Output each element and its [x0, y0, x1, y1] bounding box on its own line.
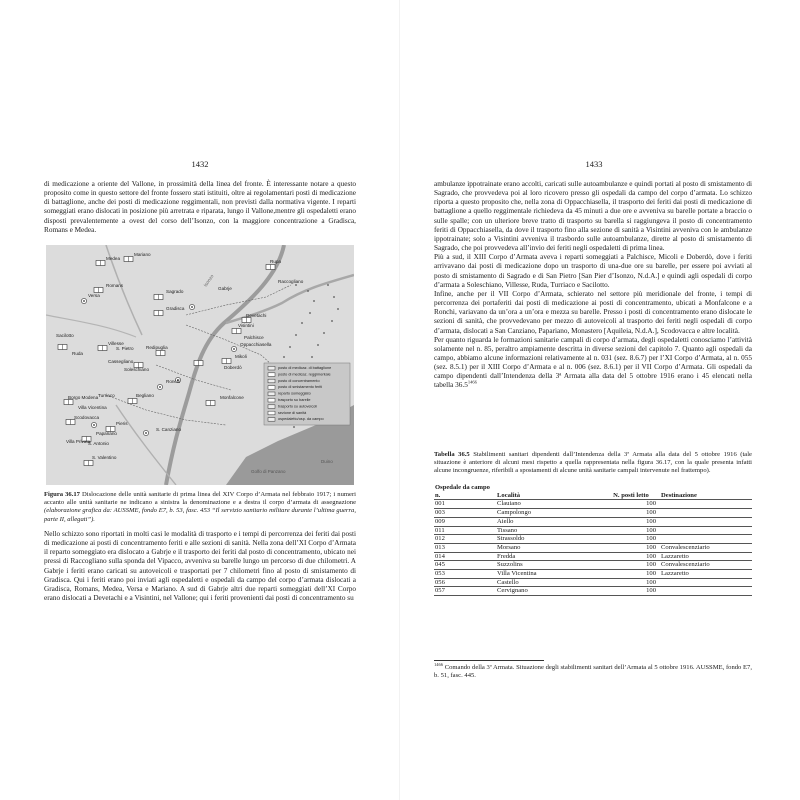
cell-destination [660, 509, 752, 518]
legend-entry: posto di medicaz. di battaglione [278, 366, 332, 370]
cell-number: 045 [434, 561, 496, 570]
place-label: Gradisca [166, 306, 185, 311]
place-label: S. Antonio [88, 441, 109, 446]
unit-marker [64, 400, 73, 405]
cell-beds: 100 [602, 552, 660, 561]
unit-marker [222, 359, 231, 364]
table-row [434, 509, 752, 518]
text-block [434, 180, 752, 391]
unit-marker [194, 361, 203, 366]
front-dot [331, 320, 333, 322]
col-header-location: Località [497, 491, 521, 499]
table-caption-label: Tabella 36.5 [434, 451, 470, 458]
unit-marker [154, 311, 163, 316]
unit-marker [96, 261, 105, 266]
footnote-number: 1466 [434, 661, 443, 667]
unit-marker [91, 422, 96, 427]
unit-marker [98, 346, 107, 351]
place-label: Turriaco [98, 393, 115, 398]
figure-caption [44, 491, 356, 524]
cell-location: Strassoldo [496, 535, 602, 544]
place-label: Papariano [96, 431, 117, 436]
place-label: Pieris [116, 421, 128, 426]
legend-symbol [268, 386, 275, 390]
unit-marker [154, 295, 163, 300]
table-row [434, 561, 752, 570]
paragraph-text: ambulanze ippotrainate erano accolti, caricati sulle autoambulanze e quindi portati al posto di smistamento di Sagrado, che provvedeva poi al loro ricovero presso gli ospedali da campo del corpo d’armata. Lo schizzo riporta a questo proposito che, nella zona di Oppacchiasella, il trasporto dei feriti dai posti di medicazione di battaglione a quello reggimentale richiedeva da 45 minuti a due ore e avveniva su barelle portate a braccio o sulle spalle; con un ulteriore breve tratto di trasporto su barella si raggiungeva il posto di concentramento feriti di Oppacchiasella, da dove il trasporto fino alla sezione di sanità a Visintini avveniva con le ambulanze ippotrainate; solo a Visintini avveniva il trasbordo sulle autoambulanze, dirette al posto di smistamento di Sagrado, che poi provvedeva all’invio dei feriti negli ospedaletti di prima linea. [434, 180, 752, 253]
unit-marker [84, 461, 93, 466]
hospital-table [434, 484, 752, 596]
legend-entry: sezione di sanità [278, 410, 307, 415]
table-row [434, 535, 752, 544]
legend-entry: posto di medicaz. reggimentale [278, 372, 331, 377]
front-dot [313, 300, 315, 302]
table-caption [434, 451, 752, 476]
place-label: Oppacchiasella [240, 342, 272, 347]
cell-location: Morsano [496, 543, 602, 552]
unit-markers [58, 257, 275, 466]
col-header-beds: N. posti letto [613, 491, 649, 499]
page-number: 1432 [191, 159, 209, 169]
cell-destination: Convalescenziario [660, 561, 752, 570]
place-label: Borgo Modena [68, 395, 99, 400]
col-header-destination: Destinazione [661, 491, 697, 499]
figure-map [46, 245, 354, 485]
unit-marker [206, 401, 215, 406]
legend-entry: reparto someggiato [278, 391, 311, 396]
paragraph-text: Più a sud, il XIII Corpo d’Armata aveva i reparti someggiati a Palchisce, Micoli e Doberdò, dove i feriti arrivavano dai posti di medicazione dopo un trasporto di una-due ore su barelle, per essere poi avviati al posto di smistamento di Sagrado e di San Pietro [San Pier d’Isonzo, N.d.A.] e quindi agli ospedali di corpo d’armata a Soleschiano, Villesse, Ruda, Turriaco e Sacilotto. [434, 253, 752, 289]
place-label: Sacilotto [56, 333, 74, 338]
table-header-row [434, 484, 752, 500]
paragraph-text: Nello schizzo sono riportati in molti casi le modalità di trasporto e i tempi di percorrenza dei feriti dai posti di medicazione ai posti di concentramento feriti e alle sezioni di sanità. Nella zona dell’XI Corpo d’Armata il reparto someggiato era dislocato a Gabrje e il trasporto dei feriti dal posto di concentramento, ubicato nei pressi di Raccogliano sulla sponda del Vipacco, avveniva su barelle lungo un percorso di due chilometri. A Gabrje i feriti erano caricati su autoveicoli e trasportati per 7 chilometri fino al posto di smistamento di Gradisca. Qui i feriti erano poi inviati agli ospedaletti e ospedali da campo del corpo d’armata dislocati a Gradisca, Romans, Medea, Versa e Mariano. A sud di Gabrje altri due reparti someggiati dell’XI Corpo erano dislocati a Devetachi e a Visintini, nel Vallone; qui i feriti provenienti dai posti di concentramento su [44, 530, 356, 603]
front-dot [309, 312, 311, 314]
table-body [434, 500, 752, 596]
cell-location: Tissano [496, 526, 602, 535]
table-caption-text: Stabilimenti sanitari dipendenti dall’Intendenza della 3ª Armata alla data del 5 ottobre 1916 (tale situazione è anteriore di alcuni mesi rispetto a quella rappresentata nella figura 36.17, con la quale presenta infatti alcune incongruenze, riferibili a spostamenti di alcune unità sanitarie campali intervenute nel frattempo). [434, 451, 752, 475]
caption-source: (elaborazione grafica da: AUSSME, fondo E7, b. 53, fasc. 453 “Il servizio sanitario militare durante l’ultima guerra, parte II, allegati”). [44, 507, 356, 523]
unit-marker [242, 318, 251, 323]
paragraph-body: Per quanto riguarda le formazioni sanitarie campali di corpo d’armata, degli ospedaletti conosciamo l’attività solamente nel n. 85, peraltro ampiamente descritta in diverse sezioni del capitolo 7. Quanto agli ospedali da campo, abbiamo alcune informazioni relativamente al n. 031 (sez. 8.6.7) per l’XI Corpo d’Armata, al n. 055 (sez. 8.5.1) per il XIII Corpo d’Armata e al n. 006 (sez. 8.6.1) per il VII Corpo d’Armata. Gli ospedali da campo dipendenti dall’Intendenza della 3ª Armata alla data del 5 ottobre 1916 erano i 45 elencati nella tabella 36.5 [434, 335, 752, 390]
cell-location: Suzzolins [496, 561, 602, 570]
cell-beds: 100 [602, 543, 660, 552]
place-label: Versa [88, 293, 100, 298]
cell-beds: 100 [602, 500, 660, 509]
cell-location: Campolongo [496, 509, 602, 518]
table-row [434, 517, 752, 526]
right-page [400, 0, 800, 800]
place-label: Mariano [134, 252, 151, 257]
cell-number: 012 [434, 535, 496, 544]
legend-symbol [268, 411, 275, 415]
cell-number: 001 [434, 500, 496, 509]
place-label: Redipuglia [146, 345, 168, 350]
place-label: S. Pietro [116, 346, 134, 351]
front-dot [317, 344, 319, 346]
legend-entry: posto di smistamento feriti [278, 385, 323, 390]
cell-location: Castello [496, 578, 602, 587]
place-label: Villa Vicentina [78, 405, 107, 410]
paragraph [44, 180, 356, 235]
cell-destination: Convalescenziario [660, 543, 752, 552]
footnote-rule [434, 660, 544, 661]
legend-entry: ospedaletto/osp. da campo [278, 417, 324, 422]
place-label: Palchisce [244, 335, 264, 340]
unit-marker [81, 298, 86, 303]
place-label: Villesse [108, 341, 124, 346]
cell-beds: 100 [602, 526, 660, 535]
cell-number: 053 [434, 570, 496, 579]
place-label: Ruda [72, 351, 83, 356]
unit-marker [157, 384, 162, 389]
cell-beds: 100 [602, 570, 660, 579]
cell-destination [660, 526, 752, 535]
unit-marker [143, 430, 148, 435]
place-label: Medea [106, 256, 121, 261]
place-label: Visintini [238, 323, 254, 328]
legend-symbol [268, 398, 275, 402]
front-dot [283, 356, 285, 358]
place-label: Rupa [270, 259, 281, 264]
table-row [434, 526, 752, 535]
cell-destination [660, 578, 752, 587]
place-label: Scodovacca [74, 415, 100, 420]
page-number: 1433 [585, 159, 603, 169]
place-label: S. Valentino [92, 455, 117, 460]
caption-text: Dislocazione delle unità sanitarie di prima linea del XIV Corpo d’Armata nel febbraio 1917; i numeri accanto alle unità sanitarie ne indicano a sinistra la denominazione e a destra il corpo d’armata di assegnazione [44, 491, 356, 507]
front-dot [337, 308, 339, 310]
cell-location: Aiello [496, 517, 602, 526]
stream-line [116, 405, 176, 485]
place-label: Raccogliano [278, 279, 304, 284]
legend-entry: trasporto su barelle [278, 398, 311, 402]
cell-number: 057 [434, 587, 496, 596]
cell-beds: 100 [602, 509, 660, 518]
cell-destination [660, 517, 752, 526]
unit-marker [189, 304, 194, 309]
cell-destination [660, 500, 752, 509]
paragraph-text: Infine, anche per il VII Corpo d’Armata, schierato nel settore più meridionale del fronte, i tempi di percorrenza dei portaferiti dai posti di medicazione ai posti di concentramento, ubicati a Monfalcone e a Ronchi, variavano da un’ora a un’ora e mezza su barelle. Presso i posti di concentramento erano dislocate le sezioni di sanità, che provvedevano per mezzo di autoveicoli al trasporto dei feriti negli ospedali di corpo d’armata, dislocati a San Canziano, Papariano, Monastero [Aquileia, N.d.A.], Scodovacca e altre località. [434, 289, 752, 335]
legend-symbol [268, 405, 275, 409]
table-row [434, 587, 752, 596]
cell-destination: Lazzaretto [660, 570, 752, 579]
place-label: Mikoli [235, 354, 247, 359]
unit-marker [156, 351, 165, 356]
cell-beds: 100 [602, 535, 660, 544]
place-label: Isonzo [202, 273, 215, 288]
place-label: Villa Privata [66, 439, 91, 444]
front-dot [307, 290, 309, 292]
place-label: Begliano [136, 393, 154, 398]
legend-entry: posto di concentramento [278, 378, 320, 383]
table-row [434, 570, 752, 579]
cell-beds: 100 [602, 561, 660, 570]
front-dot [323, 332, 325, 334]
cell-destination [660, 587, 752, 596]
caption-label: Figura 36.17 [44, 491, 80, 498]
place-label: Doberdò [224, 365, 242, 370]
place-label: Gabrje [218, 286, 232, 291]
cell-destination [660, 535, 752, 544]
map-svg [46, 245, 354, 485]
cell-location: Clauiano [496, 500, 602, 509]
unit-marker [94, 288, 103, 293]
legend-symbol [268, 379, 275, 383]
footnote-ref[interactable]: 1466 [467, 380, 477, 386]
unit-marker [128, 399, 137, 404]
legend-symbol [268, 373, 275, 377]
unit-marker [58, 345, 67, 350]
front-dot [311, 356, 313, 358]
sea-label: Golfo di Panzano [251, 469, 286, 474]
front-dot [295, 334, 297, 336]
unit-marker [66, 420, 75, 425]
footnote-text: Comando della 3ª Armata. Situazione degli stabilimenti sanitari dell’Armata al 5 ottobre 1916. AUSSME, fondo E7, b. 51, fasc. 445. [434, 664, 752, 680]
place-label: Soleschiano [124, 367, 150, 372]
table-row [434, 578, 752, 587]
cell-number: 056 [434, 578, 496, 587]
legend-entry: trasporto su autoveicoli [278, 404, 318, 409]
cell-destination: Lazzaretto [660, 552, 752, 561]
front-dot [327, 284, 329, 286]
cell-beds: 100 [602, 578, 660, 587]
paragraph-text [434, 336, 752, 391]
place-label: Romans [106, 283, 124, 288]
front-dot [333, 296, 335, 298]
front-dot [293, 426, 295, 428]
cell-number: 013 [434, 543, 496, 552]
unit-marker [231, 346, 236, 351]
col-header-number: Ospedale da campo n. [435, 484, 490, 499]
cell-number: 009 [434, 517, 496, 526]
paragraph-text: di medicazione a oriente del Vallone, in prossimità della linea del fronte. È interessante notare a questo proposito come in questo settore del fronte fossero stati istituiti, oltre ai regolamentari posti di medicazione di battaglione, anche dei posti di medicazione reggimentali, non previsti dalla normativa vigente. I reparti someggiati erano dislocati in posizione più arretrata e riparata, lungo il Vallone,mentre gli ospedaletti erano disposti prevalentemente a ovest del corso dell’Isonzo, con la maggiore concentrazione a Gradisca, Romans e Medea. [44, 180, 356, 234]
place-label: Monfalcone [220, 395, 244, 400]
legend-symbol [268, 366, 275, 370]
cell-location: Cervignano [496, 587, 602, 596]
cell-beds: 100 [602, 587, 660, 596]
table-row [434, 543, 752, 552]
city-label: Duino [321, 459, 333, 464]
table-row [434, 552, 752, 561]
front-dot [295, 284, 297, 286]
front-dot [301, 322, 303, 324]
legend-symbol [268, 392, 275, 396]
cell-number: 014 [434, 552, 496, 561]
unit-marker [266, 265, 275, 270]
cell-number: 003 [434, 509, 496, 518]
place-label: Sagrado [166, 289, 184, 294]
footnote [434, 661, 752, 680]
cell-number: 011 [434, 526, 496, 535]
cell-beds: 100 [602, 517, 660, 526]
front-dot [289, 346, 291, 348]
place-label: Devetachi [246, 313, 267, 318]
paragraph [44, 530, 356, 603]
cell-location: Fredda [496, 552, 602, 561]
unit-marker [124, 257, 133, 262]
place-label: S. Canziano [156, 427, 182, 432]
unit-marker [232, 329, 241, 334]
cell-location: Villa Vicentina [496, 570, 602, 579]
legend-symbol [268, 418, 275, 422]
table-row [434, 500, 752, 509]
place-label: Cassegliano [108, 359, 134, 364]
place-label: Ronchi [166, 379, 181, 384]
